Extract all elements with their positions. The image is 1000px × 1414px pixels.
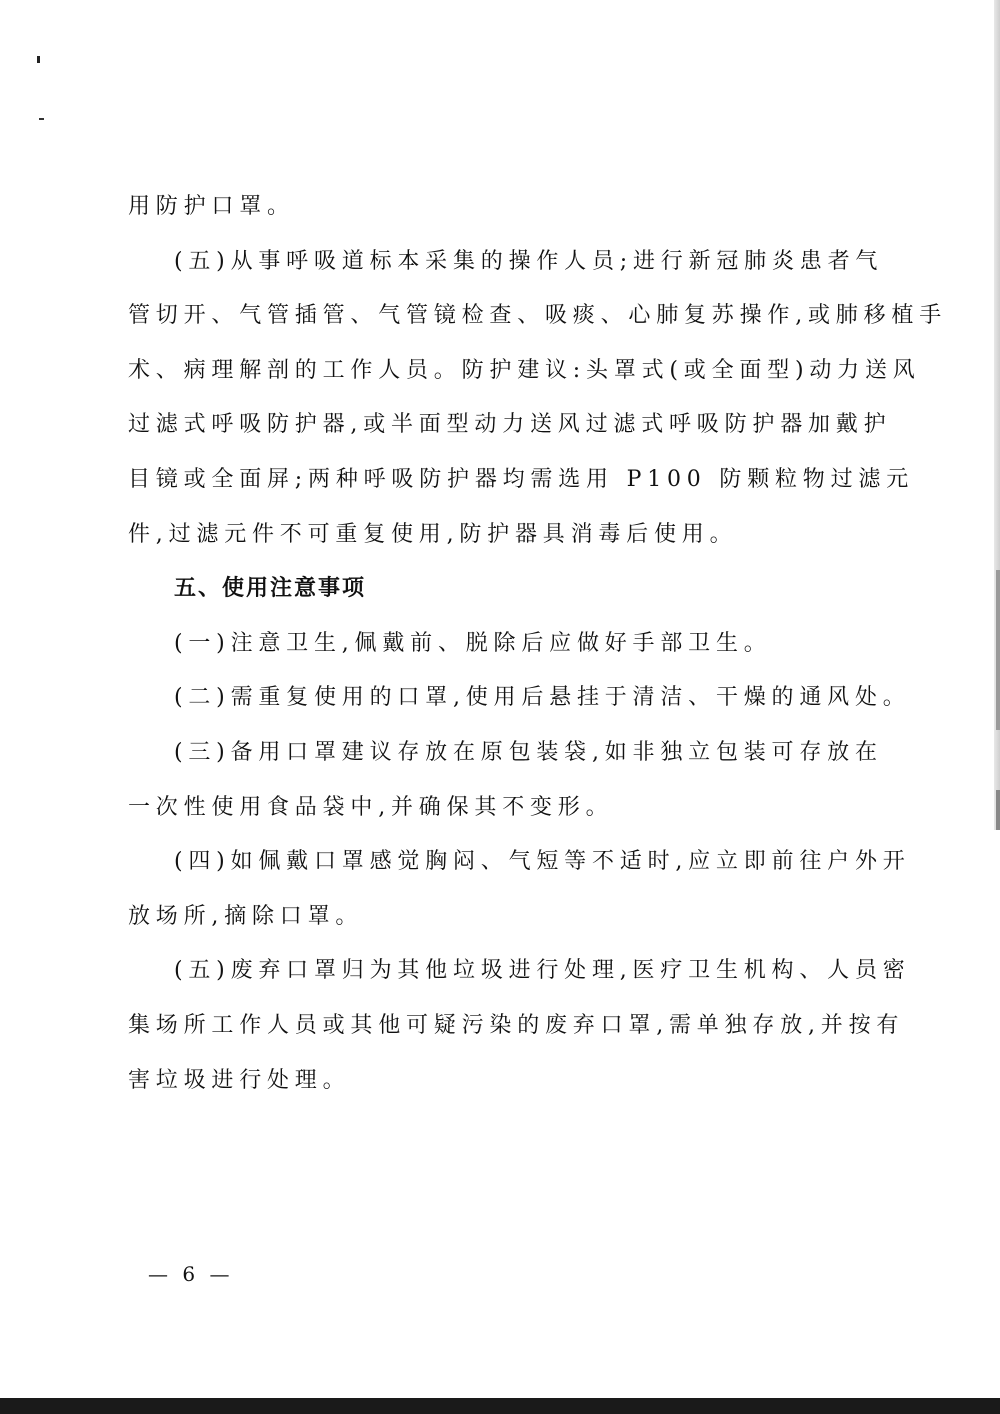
document-body [128, 180, 947, 1108]
paragraph-line: (五)从事呼吸道标本采集的操作人员;进行新冠肺炎患者气 [174, 248, 884, 274]
paragraph-line: 害垃圾进行处理。 [128, 1067, 351, 1093]
paragraph-line: (二)需重复使用的口罩,使用后悬挂于清洁、干燥的通风处。 [174, 685, 911, 711]
paragraph-line: 用防护口罩。 [128, 194, 295, 219]
scan-edge-shadow [996, 570, 1000, 730]
scan-mark [37, 56, 40, 63]
scan-bottom-border [0, 1398, 1000, 1414]
paragraph-line: (四)如佩戴口罩感觉胸闷、气短等不适时,应立即前往户外开 [174, 849, 911, 875]
paragraph-line: (三)备用口罩建议存放在原包装袋,如非独立包装可存放在 [174, 739, 883, 765]
paragraph-line: 放场所,摘除口罩。 [128, 903, 364, 929]
paragraph-line: 集场所工作人员或其他可疑污染的废弃口罩,需单独存放,并按有 [128, 1012, 905, 1038]
paragraph-line: 一次性使用食品袋中,并确保其不变形。 [128, 794, 614, 820]
paragraph-line: 件,过滤元件不可重复使用,防护器具消毒后使用。 [128, 521, 738, 547]
scan-edge-shadow [996, 790, 1000, 830]
paragraph-line: (一)注意卫生,佩戴前、脱除后应做好手部卫生。 [174, 630, 772, 656]
paragraph-line: 过滤式呼吸防护器,或半面型动力送风过滤式呼吸防护器加戴护 [128, 412, 892, 438]
paragraph-line: 目镜或全面屏;两种呼吸防护器均需选用 P100 防颗粒物过滤元 [128, 466, 914, 492]
paragraph-line: (五)废弃口罩归为其他垃圾进行处理,医疗卫生机构、人员密 [174, 958, 911, 984]
page-number: — 6 — [148, 1262, 234, 1286]
section-heading: 五、使用注意事项 [174, 576, 367, 602]
scan-mark [39, 118, 44, 120]
paragraph-line: 管切开、气管插管、气管镜检查、吸痰、心肺复苏操作,或肺移植手 [128, 303, 947, 329]
paragraph-line: 术、病理解剖的工作人员。防护建议:头罩式(或全面型)动力送风 [128, 357, 921, 383]
